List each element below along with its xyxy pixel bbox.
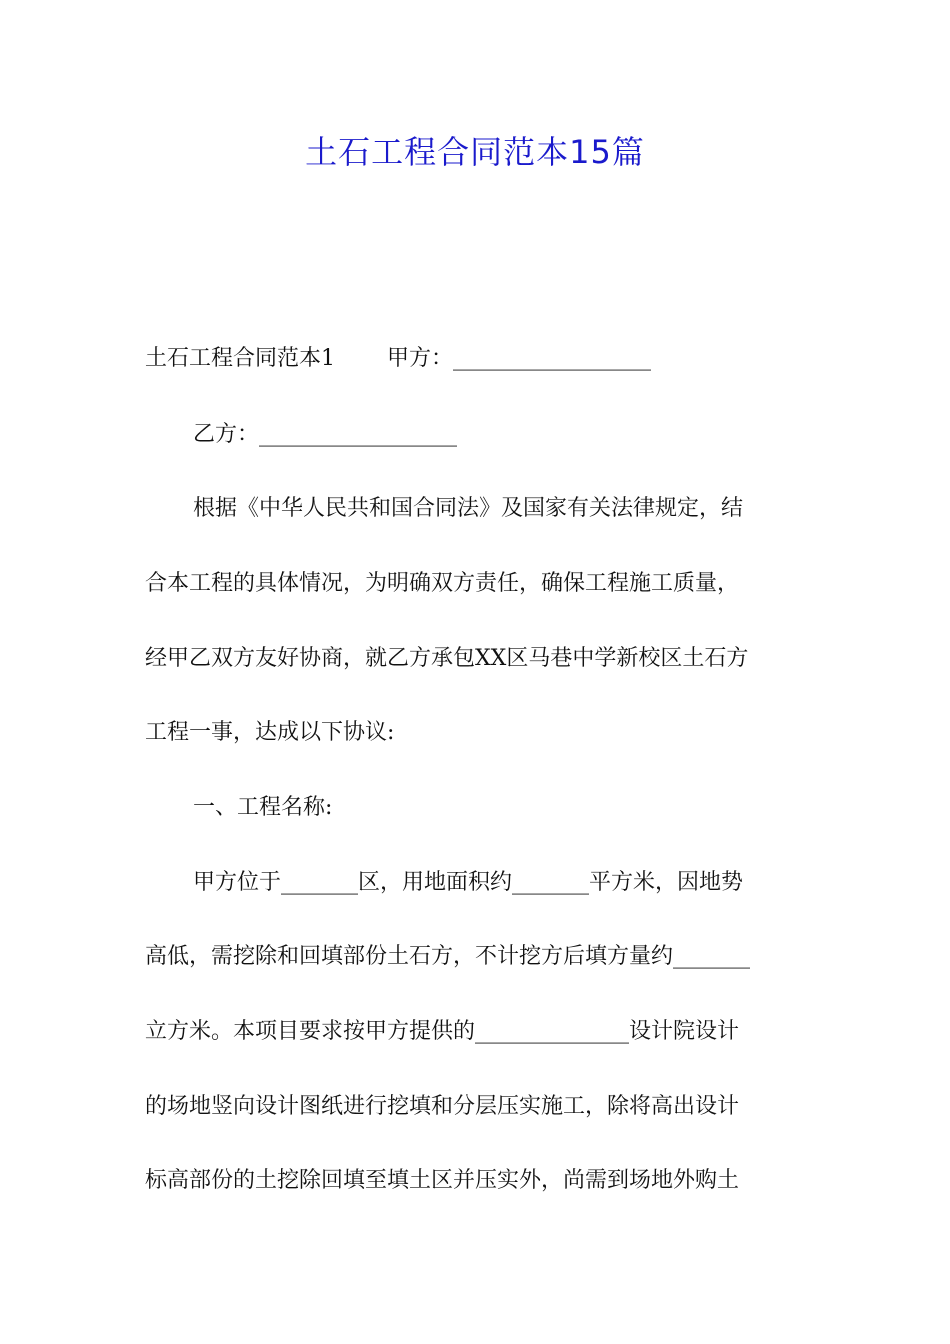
paragraph-line: 甲方位于_______区，用地面积约_______平方米，因地势	[193, 870, 744, 895]
section-heading: 一、工程名称:	[193, 795, 333, 820]
contract-subtitle: 土石工程合同范本1	[145, 346, 335, 371]
paragraph-line: 根据《中华人民共和国合同法》及国家有关法律规定，结	[193, 496, 744, 521]
paragraph-line: 标高部份的土挖除回填至填土区并压实外，尚需到场地外购土	[145, 1168, 740, 1193]
paragraph-line: 工程一事，达成以下协议:	[145, 720, 395, 745]
document-title: 土石工程合同范本15篇	[305, 133, 645, 171]
paragraph-line: 的场地竖向设计图纸进行挖填和分层压实施工，除将高出设计	[145, 1094, 740, 1119]
paragraph-line: 经甲乙双方友好协商，就乙方承包XX区马巷中学新校区土石方	[145, 646, 749, 671]
party-a-field: 甲方：__________________	[387, 346, 652, 371]
contract-heading-line	[145, 344, 810, 374]
paragraph-line: 合本工程的具体情况，为明确双方责任，确保工程施工质量，	[145, 571, 740, 596]
paragraph-line: 高低，需挖除和回填部份土石方，不计挖方后填方量约_______	[145, 944, 751, 969]
party-b-field: 乙方：__________________	[193, 422, 458, 447]
paragraph-line: 立方米。本项目要求按甲方提供的______________设计院设计	[145, 1019, 740, 1044]
